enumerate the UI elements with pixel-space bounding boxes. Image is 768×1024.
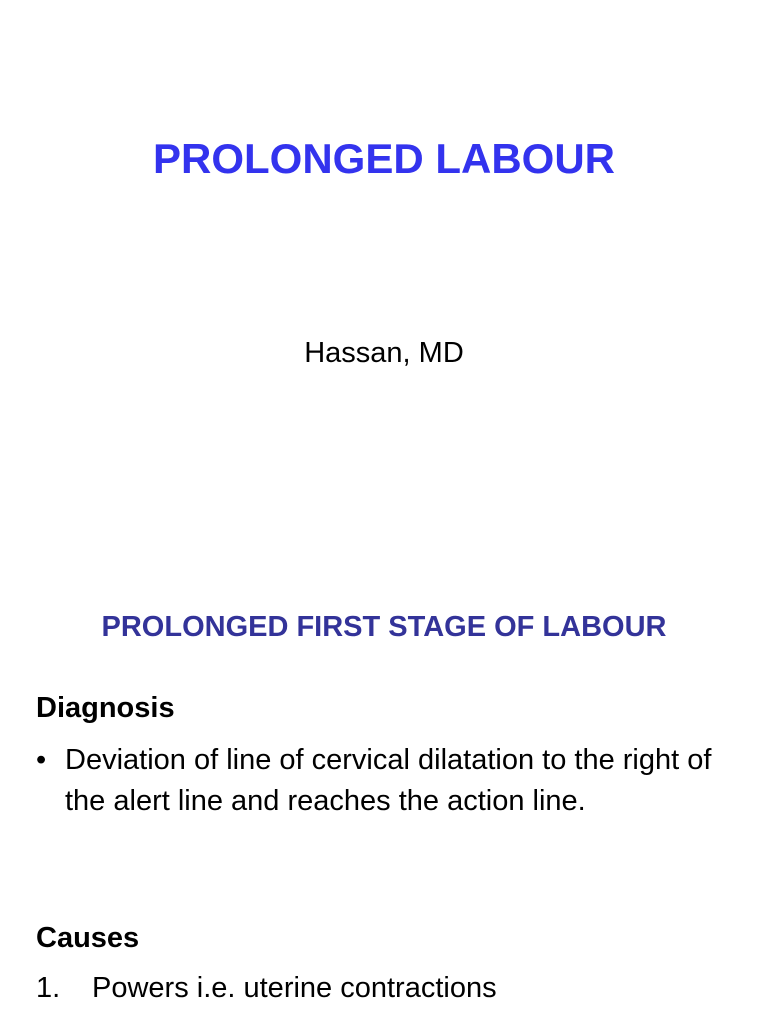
bullet-icon: • (36, 744, 47, 776)
slide-title: PROLONGED FIRST STAGE OF LABOUR (101, 611, 667, 643)
causes-heading: Causes (36, 922, 140, 954)
content-slide (0, 560, 768, 1024)
presentation-title: PROLONGED LABOUR (153, 135, 615, 182)
diagnosis-text: Deviation of line of cervical dilatation to the right of the alert line and reaches the action line. (65, 744, 712, 817)
causes-list (36, 968, 736, 1009)
list-item (36, 740, 736, 822)
list-item (36, 968, 736, 1009)
list-number: 1. (36, 972, 61, 1004)
diagnosis-heading: Diagnosis (36, 692, 175, 724)
diagnosis-list (36, 740, 736, 822)
cause-text: Powers i.e. uterine contractions (92, 972, 497, 1004)
author-name: Hassan, MD (304, 337, 464, 369)
